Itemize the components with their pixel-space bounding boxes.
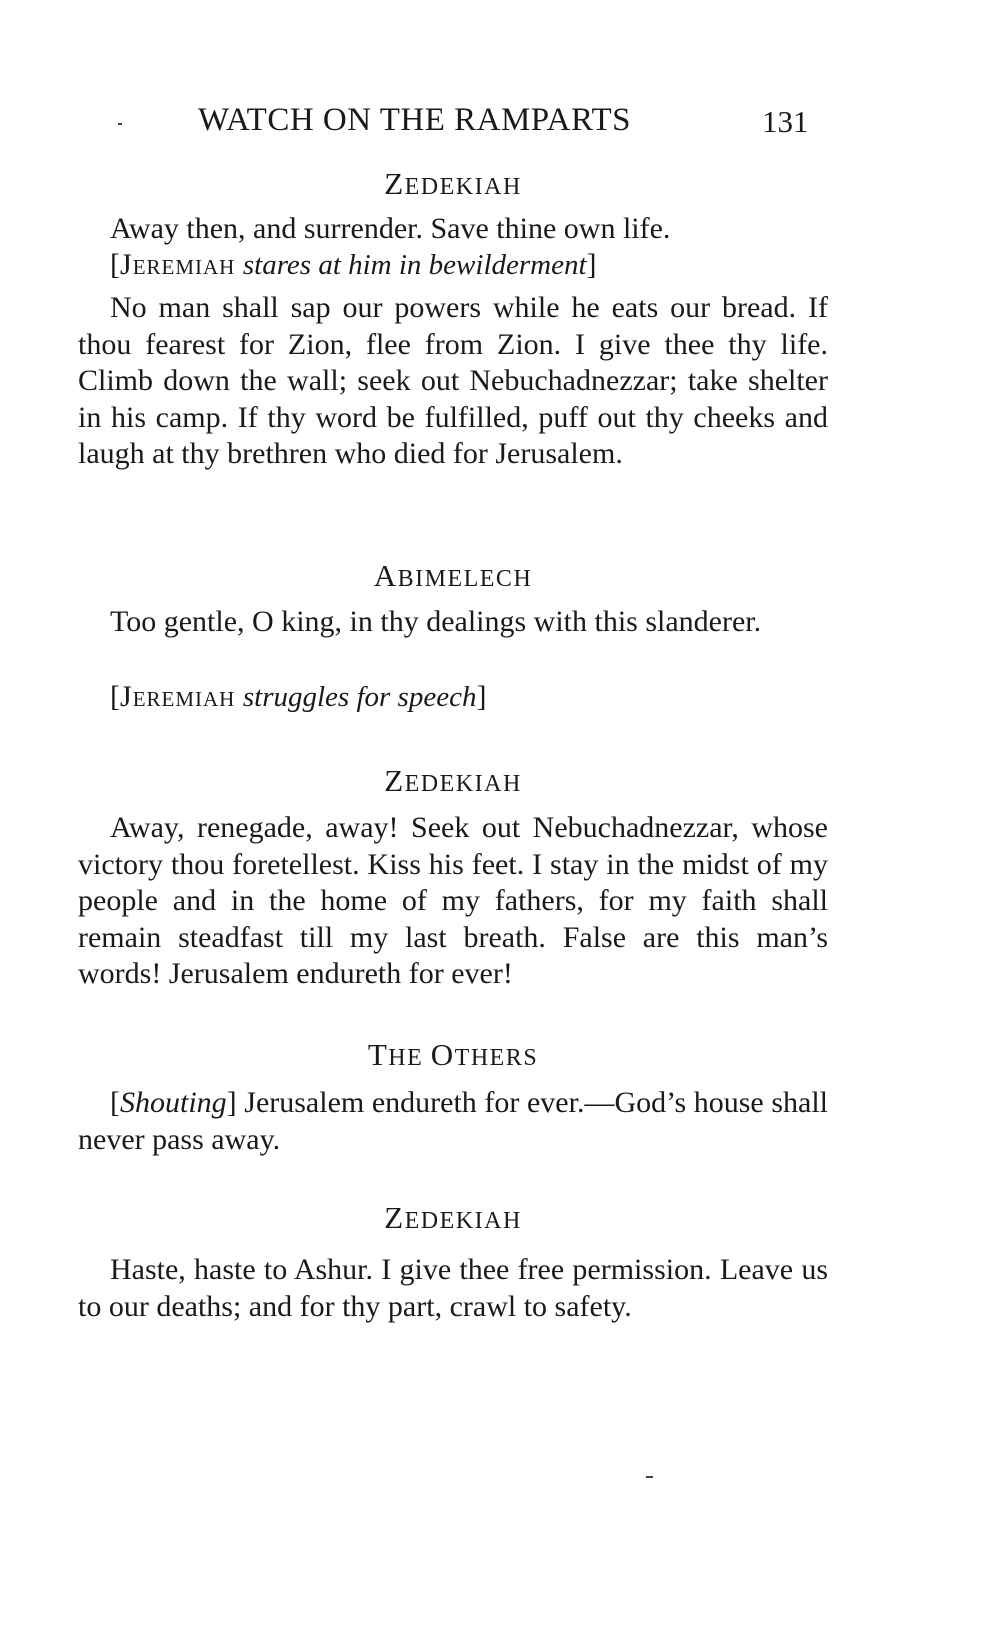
speech-text: [Shouting] Jerusalem endureth for ever.—God’s house shall never pass away. bbox=[78, 1086, 828, 1156]
print-mark bbox=[646, 1476, 653, 1478]
page-number: 131 bbox=[762, 104, 809, 139]
speaker-heading: ZEDEKIAH bbox=[384, 1200, 522, 1235]
stage-direction: [JEREMIAH stares at him in bewilderment] bbox=[110, 248, 597, 281]
speech-text: Away then, and surrender. Save thine own life. bbox=[110, 212, 671, 245]
speaker-heading: ABIMELECH bbox=[373, 558, 533, 593]
speech-text: Too gentle, O king, in thy dealings with this slanderer. bbox=[110, 605, 762, 638]
stage-direction: [JEREMIAH struggles for speech] bbox=[110, 680, 487, 713]
speaker-heading: ZEDEKIAH bbox=[384, 166, 522, 201]
speech-text: Haste, haste to Ashur. I give thee free permission. Leave us to our deaths; and for thy part, crawl to safety. bbox=[78, 1253, 828, 1323]
running-head: WATCH ON THE RAMPARTS bbox=[198, 102, 632, 138]
speech-text: Away, renegade, away! Seek out Nebuchadnezzar, whose victory thou foretellest. Kiss his feet. I stay in the midst of my people and in the home of my fathers, for my faith shall remain steadfast till my last breath. False are this man’s words! Jerusalem endureth for ever! bbox=[78, 811, 828, 990]
stage-direction-inline: Shouting bbox=[120, 1086, 227, 1119]
speech-text: No man shall sap our powers while he eats our bread. If thou fearest for Zion, flee from Zion. I give thee thy life. Climb down the wall; seek out Nebuchadnezzar; take shelter in his camp. If thy word be fulfilled, puff out thy cheeks and laugh at thy brethren who died for Jerusalem. bbox=[78, 291, 828, 470]
print-mark bbox=[118, 123, 122, 125]
speaker-heading: ZEDEKIAH bbox=[384, 763, 522, 798]
speaker-heading: THE OTHERS bbox=[367, 1037, 539, 1072]
